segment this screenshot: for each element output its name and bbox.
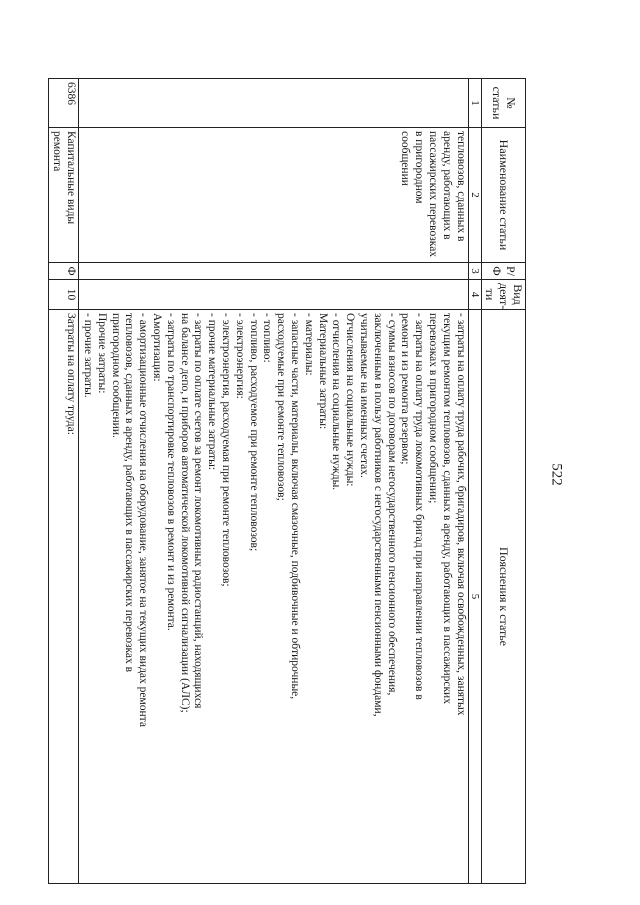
header-row (481, 79, 525, 884)
explanation-line: - запасные части, материалы, включая смазочные, подбивочные и обтирочные, (288, 313, 301, 700)
item-code (79, 79, 468, 128)
explanation-line: текущим ремонтом тепловозов, сданных в аренду, работающих в пассажирских (440, 313, 453, 704)
item-activity: 10 (48, 280, 79, 310)
item-explanation (48, 310, 79, 884)
explanation-line: - электроэнергия: (233, 313, 246, 399)
item-rf (79, 263, 468, 280)
explanation-line: Материальные затраты: (316, 313, 329, 430)
table-row (79, 79, 468, 884)
column-number: 5 (468, 310, 481, 884)
explanation-line: тепловозов, сданных в аренду, работающих в пассажирских перевозках в (123, 313, 136, 673)
explanation-line: - электроэнергия, расходуемая при ремонте тепловозов; (219, 313, 232, 587)
explanation-line: - прочие затраты. (82, 313, 94, 398)
item-code: 6386 (48, 79, 79, 128)
explanation-line: - затраты по транспортировке тепловозов в ремонт и из ремонта. (164, 313, 177, 631)
rotated-table-container (51, 78, 526, 884)
explanation-line: - амортизационные отчисления на оборудование, занятое на текущих видах ремонта (137, 313, 150, 727)
cost-items-table (48, 78, 526, 884)
explanation-line: - суммы взносов по договорам негосударственного пенсионного обеспечения, (385, 313, 398, 696)
explanation-line: - отчисления на социальные нужды. (330, 313, 343, 491)
header-activity-type: Вид деят-ти (481, 280, 525, 310)
explanation-line: Затраты на оплату труда: (65, 313, 78, 435)
header-item-number: № статьи (481, 79, 525, 128)
column-number-row (468, 79, 481, 884)
item-explanation (79, 310, 468, 884)
explanation-line: Отчисления на социальные нужды: (344, 313, 357, 487)
column-number: 4 (468, 280, 481, 310)
explanation-line: перевозках в пригородном сообщении; (426, 313, 439, 504)
header-rf: Р/ Ф (481, 263, 525, 280)
explanation-line: Амортизация: (150, 313, 163, 382)
table-row (48, 79, 79, 884)
column-number: 1 (468, 79, 481, 128)
item-name: Капитальные виды ремонта (48, 128, 79, 263)
explanation-line: - прочие материальные затраты: (206, 313, 219, 471)
explanation-line: - затраты на оплату труда рабочих, бригадиров, включая освобожденных, занятых (454, 313, 467, 716)
explanation-line: ремонт и из ремонта резервом; (399, 313, 412, 465)
explanation-line: на балансе депо, и приборов автоматической локомотивной сигнализации (АЛС); (178, 313, 191, 713)
header-item-name: Наименование статьи (481, 128, 525, 263)
explanation-line: учитываемые на именных счетах. (357, 313, 370, 478)
explanation-line: - затраты по оплате счетов за ремонт локомотивных радиостанций, находящихся (192, 313, 205, 709)
explanation-line: - материалы: (302, 313, 315, 376)
explanation-line: пригородном сообщении. (109, 313, 122, 438)
explanation-line: расходуемые при ремонте тепловозов; (275, 313, 288, 501)
page-number: 522 (548, 463, 565, 486)
explanation-line: - топливо, расходуемое при ремонте тепловозов; (247, 313, 260, 552)
item-rf: Ф (48, 263, 79, 280)
explanation-line: - затраты на оплату труда локомотивных бригад при направлении тепловозов в (413, 313, 426, 700)
column-number: 3 (468, 263, 481, 280)
explanation-line: Прочие затраты: (95, 313, 108, 394)
explanation-line: - топливо: (261, 313, 274, 363)
header-explanation: Пояснения к статье (481, 310, 525, 884)
explanation-line: заключенным в пользу работников с негосударственными пенсионными фондами, (371, 313, 384, 717)
item-activity (79, 280, 468, 310)
item-name: тепловозов, сданных в аренду, работающих в пассажирских перевозках в пригородном сообщении (79, 128, 468, 263)
column-number: 2 (468, 128, 481, 263)
